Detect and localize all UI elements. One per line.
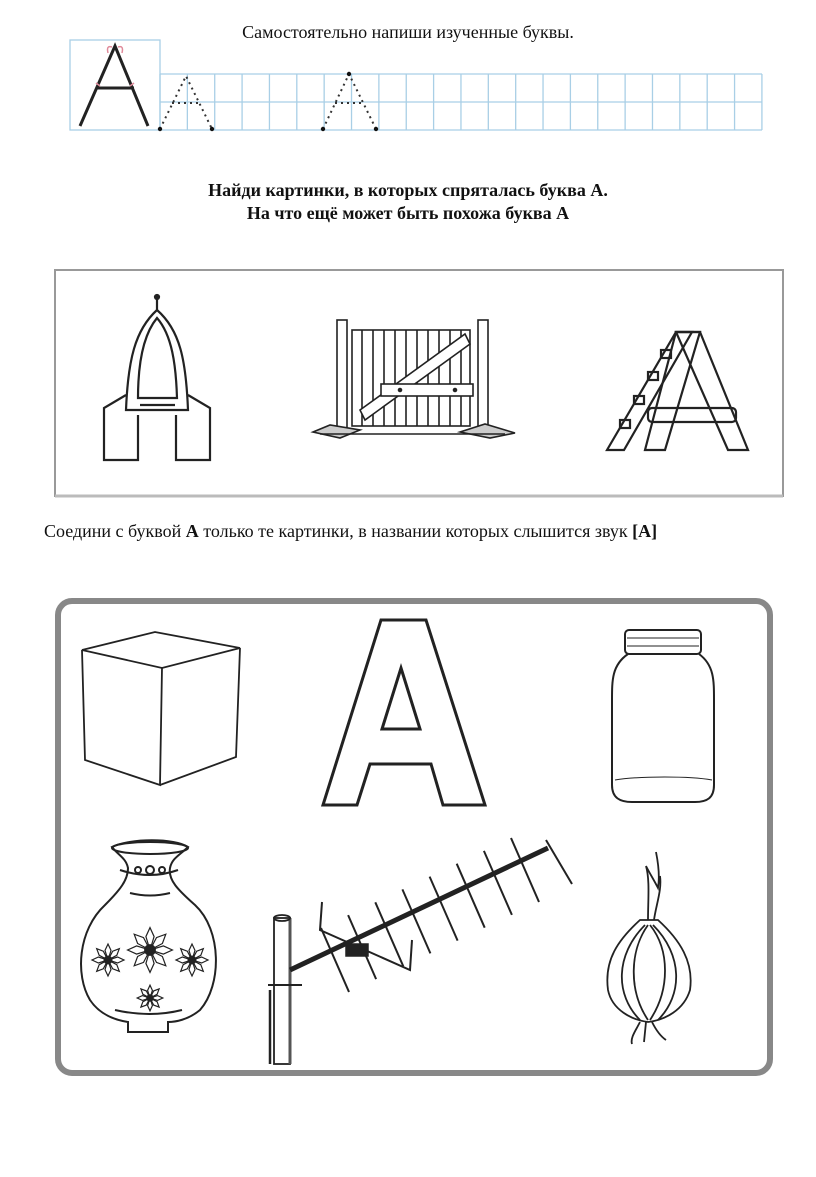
letter-a-outline[interactable]: [323, 620, 485, 805]
connect-instruction-part1: Соедини с буквой: [44, 521, 186, 541]
antenna-icon[interactable]: [268, 838, 572, 1064]
onion-icon[interactable]: [607, 852, 690, 1044]
vase-flower: [137, 985, 163, 1011]
vase-flower: [128, 928, 173, 973]
find-heading-line2: На что ещё может быть похожа буква А: [246, 203, 570, 223]
find-heading-line1: Найди картинки, в которых спряталась буква А.: [208, 180, 608, 200]
jar-icon[interactable]: [612, 630, 714, 802]
cube-icon[interactable]: [82, 632, 240, 785]
connect-instruction-letter: А: [185, 521, 199, 541]
connect-instruction-sound: [А]: [632, 521, 658, 541]
connect-instruction-part2: только те картинки, в названии которых слышится звук: [198, 521, 633, 541]
vase-flower: [92, 944, 124, 976]
vase-flower: [176, 944, 208, 976]
copy-instruction: Самостоятельно напиши изученные буквы.: [242, 22, 574, 42]
vase-icon[interactable]: [81, 840, 216, 1032]
